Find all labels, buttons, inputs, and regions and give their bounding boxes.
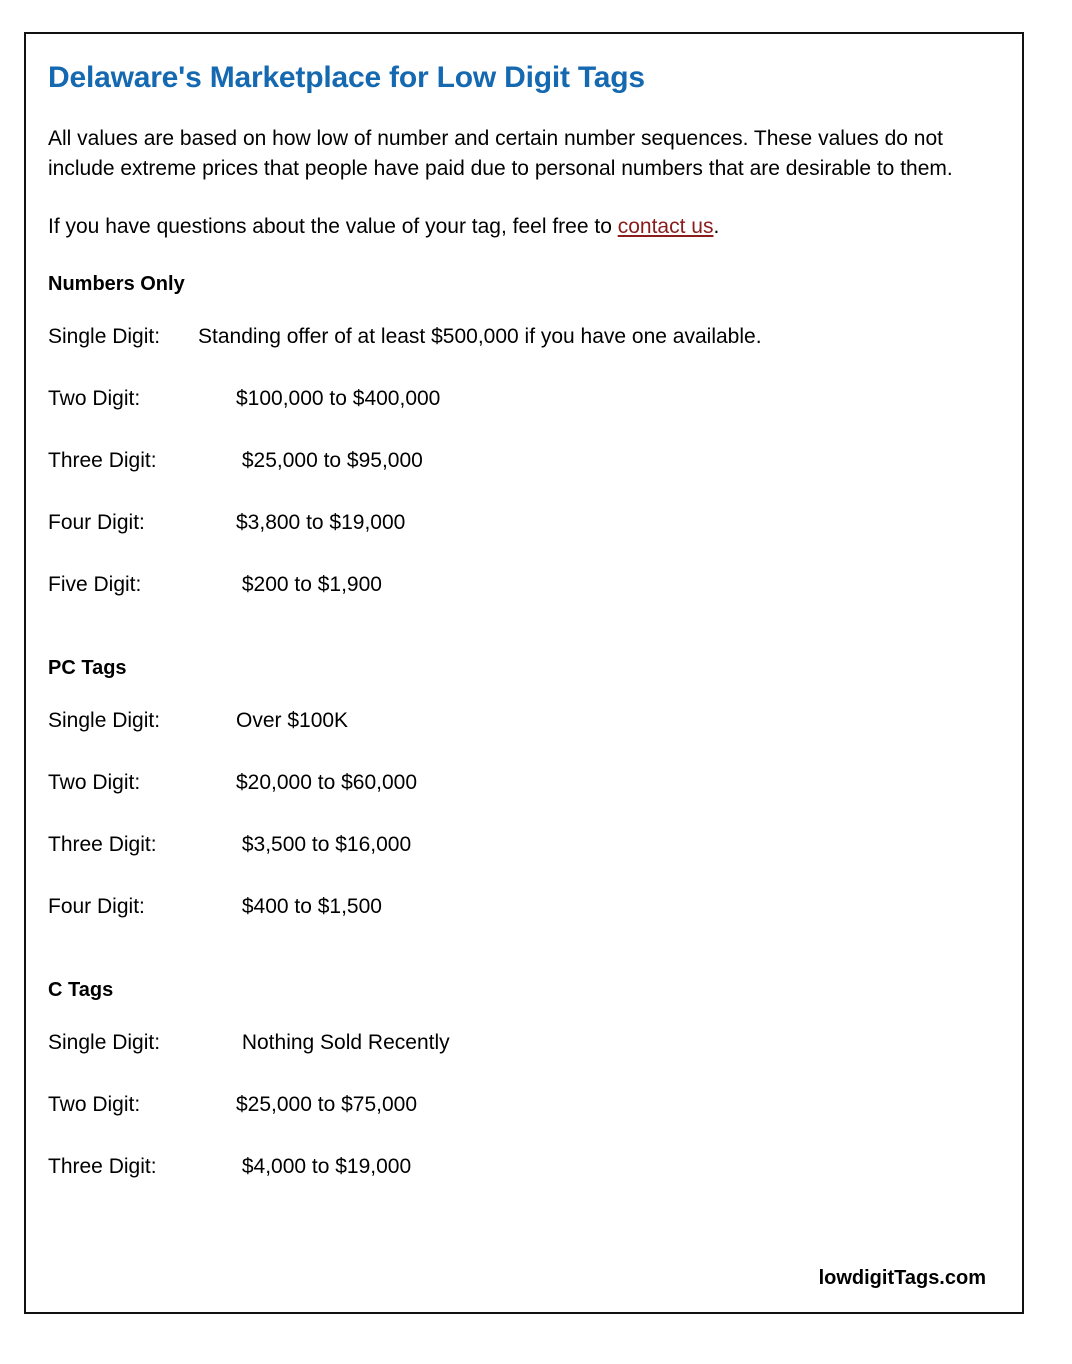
section-heading-c-tags: C Tags bbox=[48, 979, 114, 1001]
price-row bbox=[48, 324, 988, 350]
price-row bbox=[48, 832, 988, 858]
contact-suffix-text: . bbox=[713, 215, 720, 238]
document-page bbox=[24, 32, 1024, 1314]
price-row-value: $25,000 to $95,000 bbox=[236, 449, 423, 472]
price-row-value: $200 to $1,900 bbox=[236, 573, 382, 596]
price-row bbox=[48, 708, 988, 734]
page-title: Delaware's Marketplace for Low Digit Tags bbox=[48, 61, 645, 94]
price-row bbox=[48, 894, 988, 920]
price-row-label: Five Digit: bbox=[48, 573, 142, 596]
price-row bbox=[48, 386, 988, 412]
price-row bbox=[48, 1030, 988, 1056]
price-row-value: Standing offer of at least $500,000 if you have one available. bbox=[198, 325, 762, 348]
contact-prefix-text: If you have questions about the value of your tag, feel free to bbox=[48, 215, 618, 238]
site-watermark: lowdigitTags.com bbox=[818, 1267, 986, 1289]
price-row-value: $3,800 to $19,000 bbox=[236, 511, 406, 534]
price-row-value: Over $100K bbox=[236, 709, 349, 732]
price-row-label: Three Digit: bbox=[48, 833, 157, 856]
section-spacer bbox=[48, 956, 988, 978]
contact-us-link[interactable]: contact us bbox=[617, 215, 714, 238]
price-row bbox=[48, 448, 988, 474]
price-row-value: Nothing Sold Recently bbox=[236, 1031, 450, 1054]
price-row-label: Three Digit: bbox=[48, 449, 157, 472]
section-heading-pc-tags: PC Tags bbox=[48, 657, 127, 679]
price-row-label: Single Digit: bbox=[48, 325, 161, 348]
intro-paragraph: All values are based on how low of number and certain number sequences. These values do not include extreme prices that people have paid due to personal numbers that are desirable to them. bbox=[48, 127, 953, 180]
price-row-label: Four Digit: bbox=[48, 511, 145, 534]
price-row-label: Three Digit: bbox=[48, 1155, 157, 1178]
price-row-value: $25,000 to $75,000 bbox=[236, 1093, 418, 1116]
price-row-label: Two Digit: bbox=[48, 771, 141, 794]
price-row bbox=[48, 1154, 988, 1180]
price-row bbox=[48, 510, 988, 536]
price-row-label: Two Digit: bbox=[48, 387, 141, 410]
price-row-value: $400 to $1,500 bbox=[236, 895, 382, 918]
contact-paragraph bbox=[48, 212, 988, 242]
price-row-value: $100,000 to $400,000 bbox=[236, 387, 441, 410]
price-row-label: Single Digit: bbox=[48, 709, 161, 732]
price-row-value: $20,000 to $60,000 bbox=[236, 771, 418, 794]
price-row-value: $3,500 to $16,000 bbox=[236, 833, 412, 856]
section-heading-numbers-only: Numbers Only bbox=[48, 273, 185, 295]
section-spacer bbox=[48, 634, 988, 656]
price-row-label: Single Digit: bbox=[48, 1031, 161, 1054]
price-row bbox=[48, 572, 988, 598]
price-row bbox=[48, 770, 988, 796]
document-body bbox=[26, 34, 1022, 1312]
price-row bbox=[48, 1092, 988, 1118]
price-row-label: Four Digit: bbox=[48, 895, 145, 918]
price-row-label: Two Digit: bbox=[48, 1093, 141, 1116]
price-row-value: $4,000 to $19,000 bbox=[236, 1155, 412, 1178]
